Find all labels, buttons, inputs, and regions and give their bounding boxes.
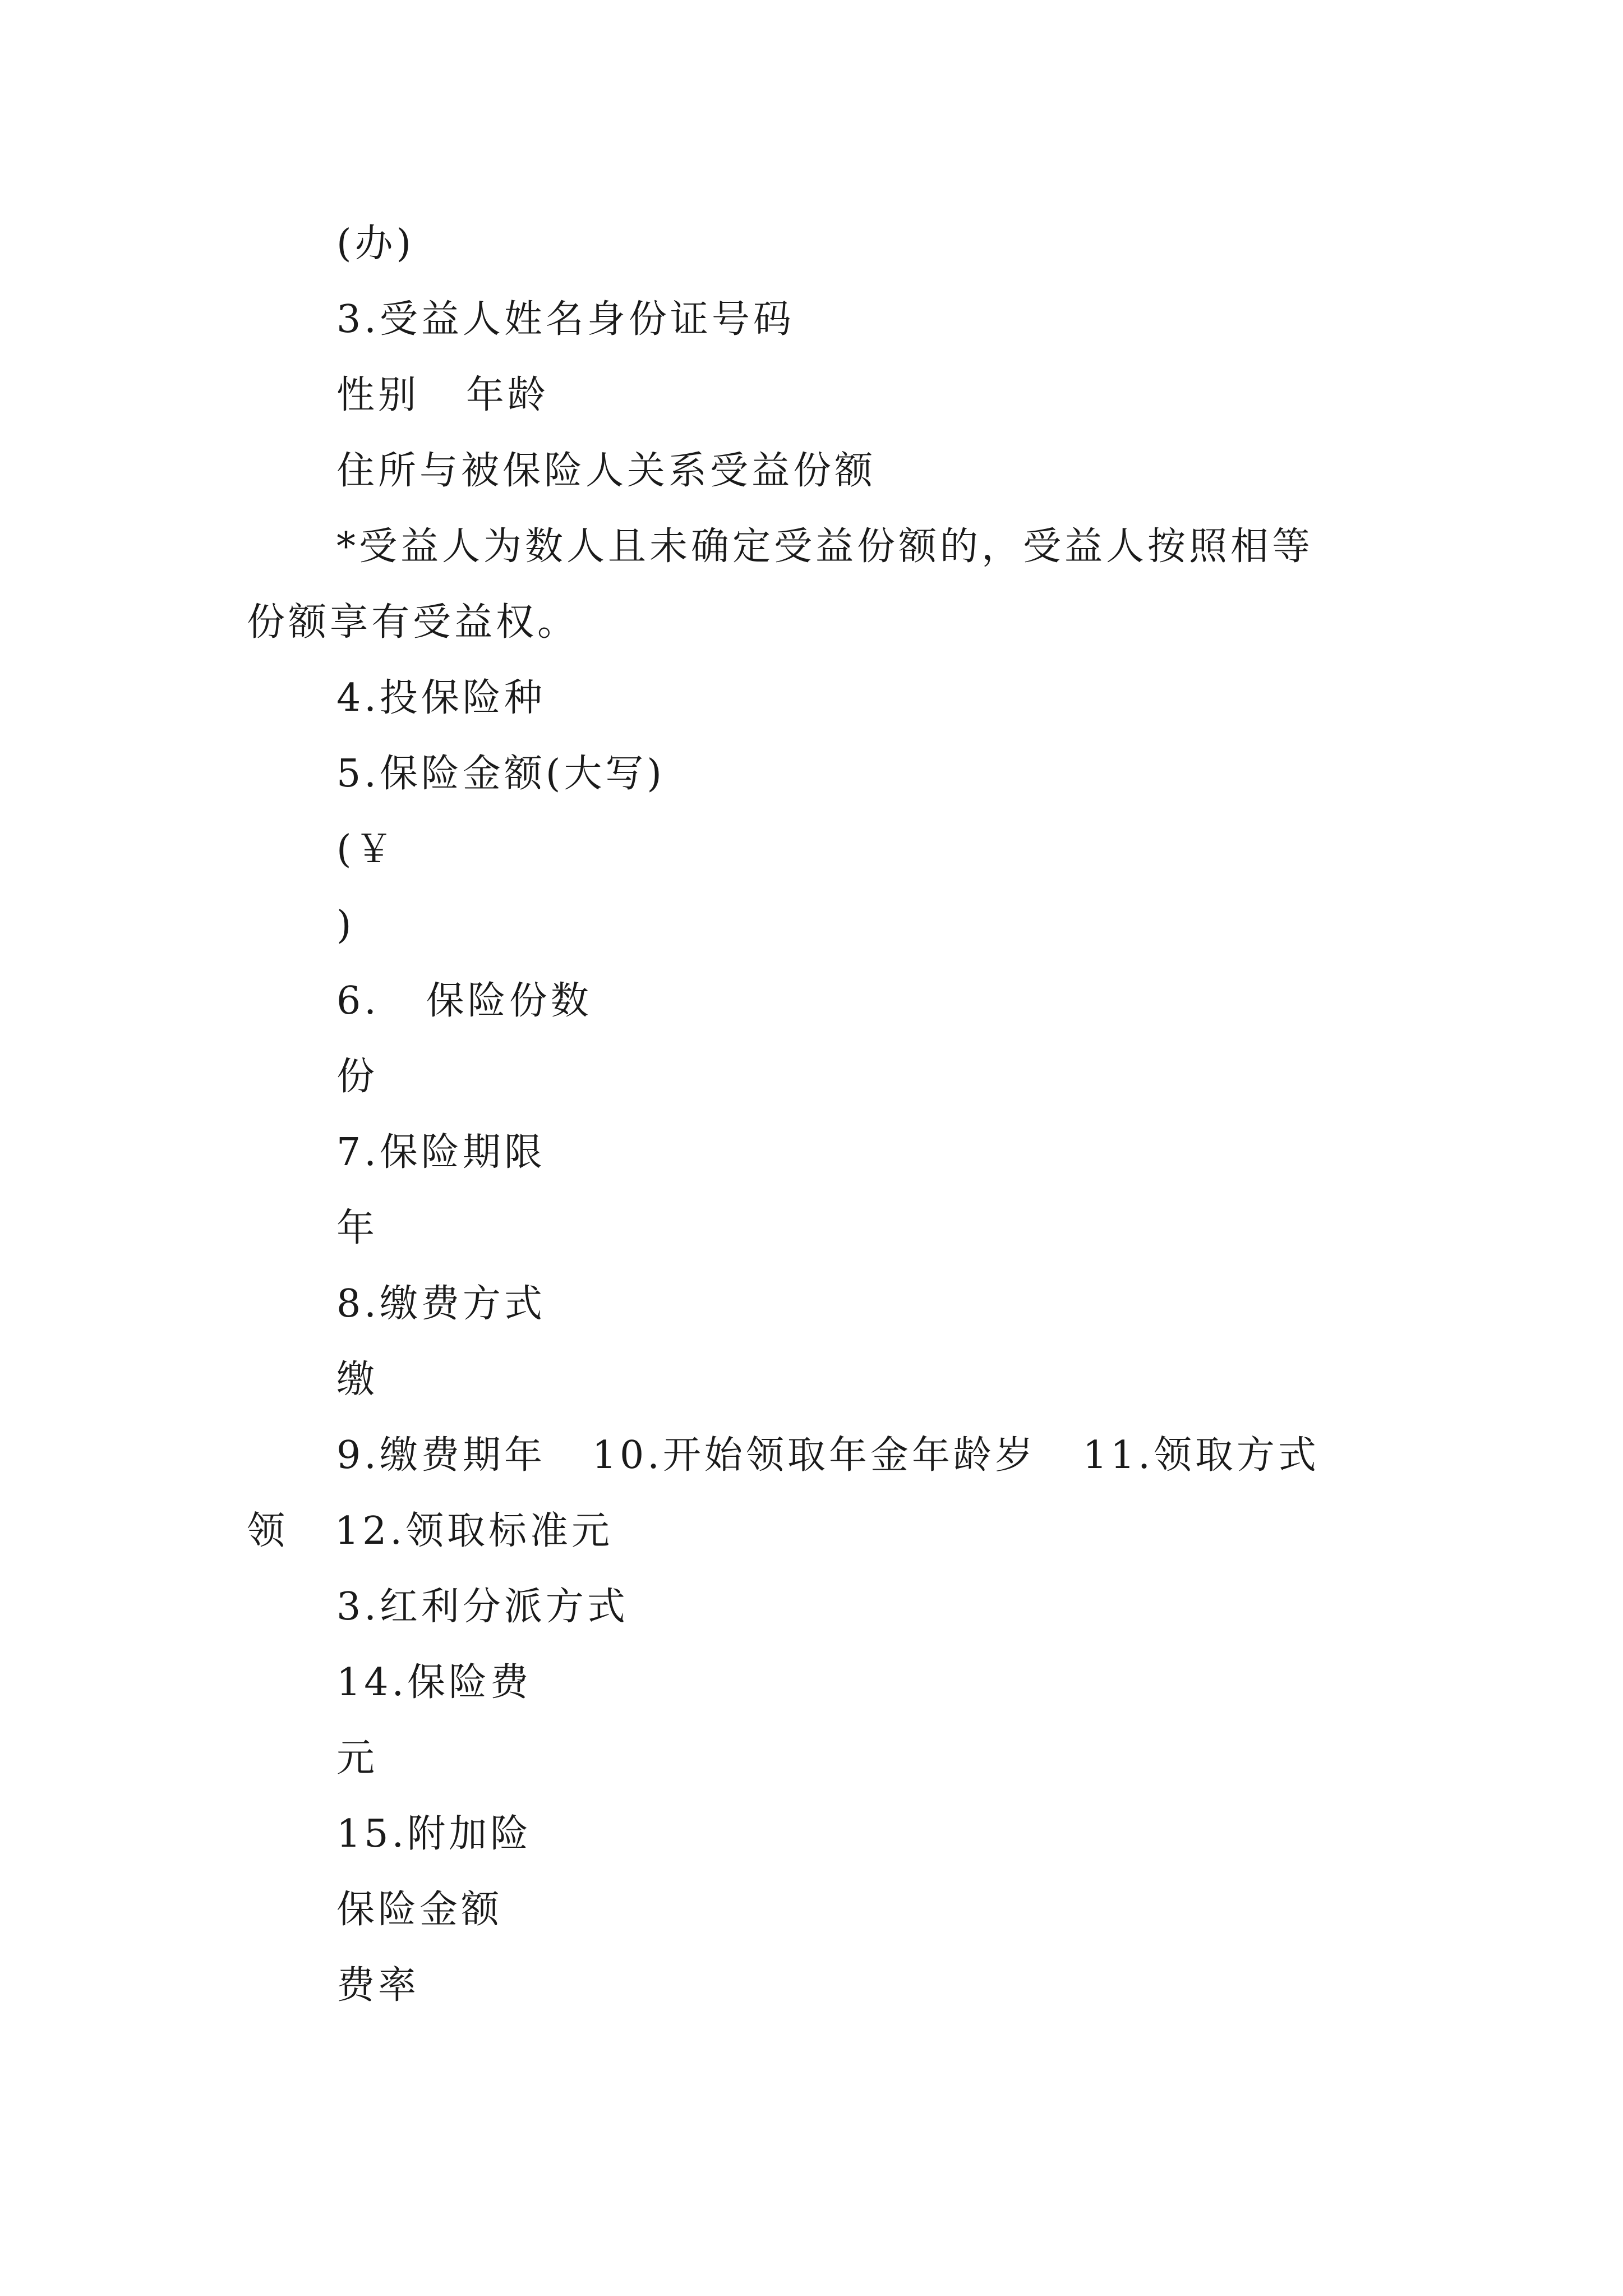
text-line-23: 保险金额 — [336, 1888, 503, 1932]
text-line-2: 3.受益人姓名身份证号码 — [336, 297, 795, 342]
text-line-3: 性别 年龄 — [336, 373, 549, 417]
text-line-17: 9.缴费期年 10.开始领取年金年龄岁 11.领取方式 — [336, 1433, 1320, 1478]
text-line-10: ) — [336, 903, 355, 947]
text-line-18: 领 12.领取标准元 — [247, 1509, 613, 1553]
text-line-24: 费率 — [336, 1963, 420, 2008]
text-line-7: 4.投保险种 — [336, 676, 546, 720]
text-line-11: 6. 保险份数 — [336, 979, 592, 1023]
text-line-12: 份 — [336, 1055, 379, 1099]
text-line-13: 7.保险期限 — [336, 1130, 546, 1175]
text-line-8: 5.保险金额(大写) — [336, 752, 665, 796]
text-line-20: 14.保险费 — [336, 1660, 532, 1705]
text-line-15: 8.缴费方式 — [336, 1282, 546, 1326]
text-line-6: 份额享有受益权。 — [247, 600, 579, 645]
text-line-4: 住所与被保险人关系受益份额 — [336, 449, 877, 493]
text-line-14: 年 — [336, 1206, 379, 1250]
text-line-9: (￥ — [336, 827, 396, 872]
text-line-16: 缴 — [336, 1358, 379, 1402]
text-line-1: (办) — [336, 222, 415, 266]
text-line-19: 3.红利分派方式 — [336, 1585, 629, 1629]
text-line-22: 15.附加险 — [336, 1812, 532, 1856]
text-line-5: *受益人为数人且未确定受益份额的，受益人按照相等 — [336, 524, 1314, 569]
text-line-21: 元 — [336, 1736, 379, 1780]
